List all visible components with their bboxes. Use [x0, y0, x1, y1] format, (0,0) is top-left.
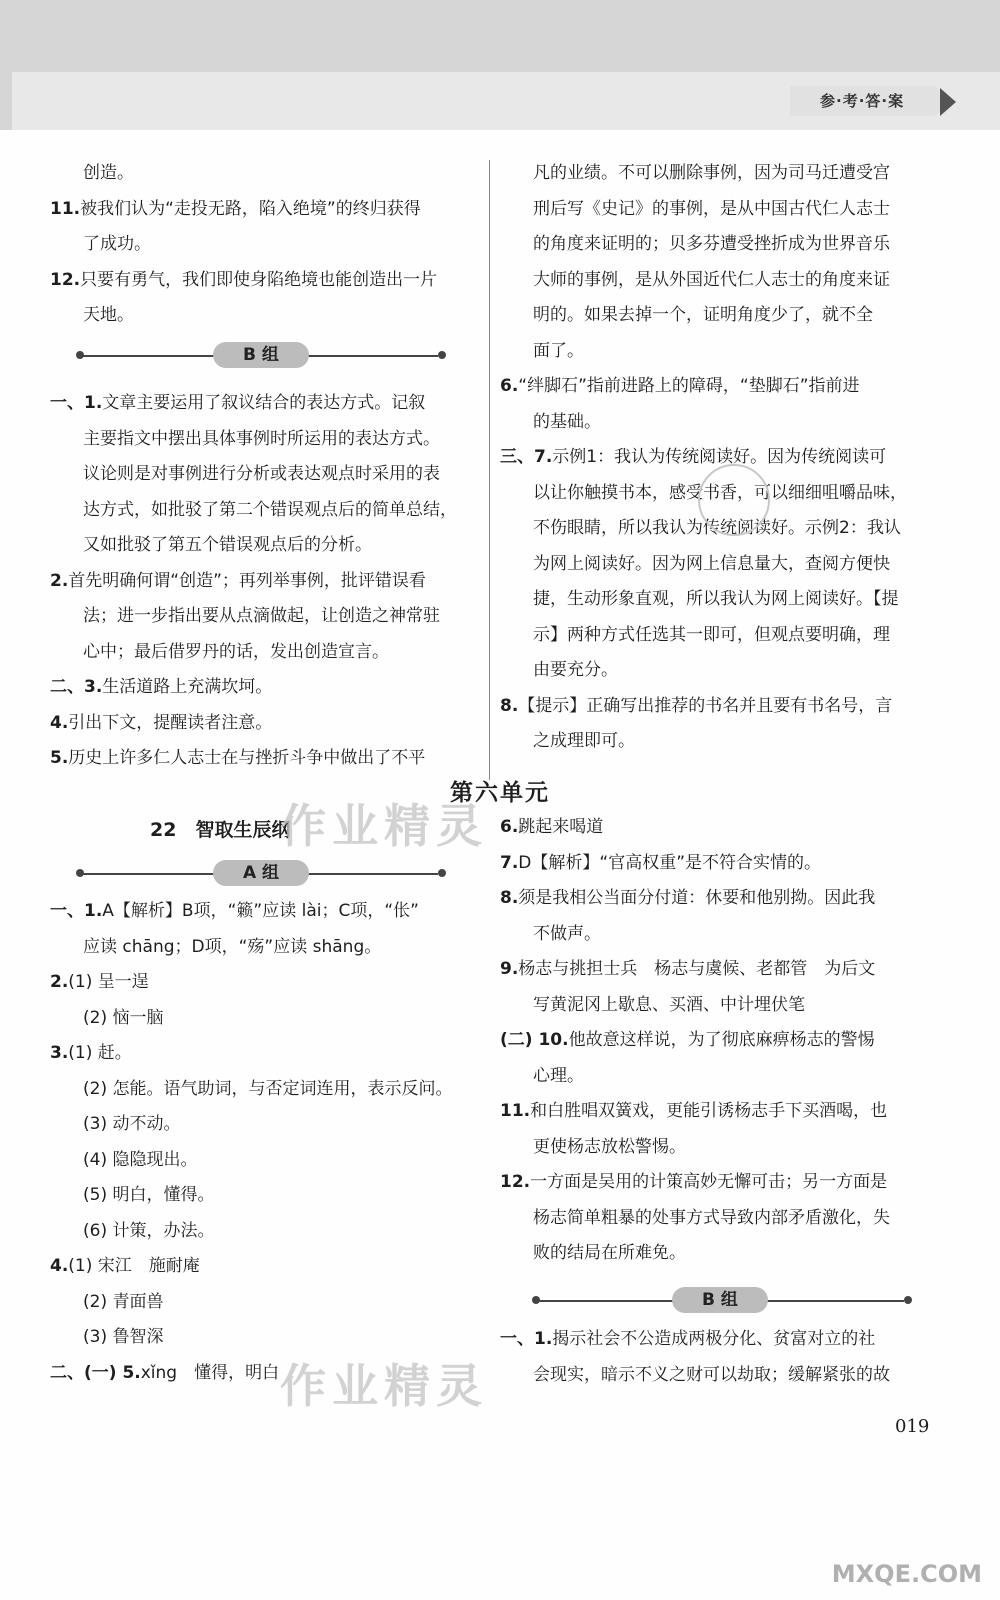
answer-text: 【提示】正确写出推荐的书名并且要有书名号，言 — [518, 695, 893, 716]
answer-line — [50, 1107, 480, 1143]
section-tag-label: 参·考·答·案 — [820, 92, 905, 110]
answer-number: 2. — [50, 570, 69, 591]
answer-text: 之成理即可。 — [533, 731, 635, 751]
answer-text: 捷，生动形象直观，所以我认为网上阅读好。【提 — [533, 589, 899, 609]
answer-line — [500, 334, 930, 370]
answer-line — [500, 1236, 930, 1272]
answer-text: “绊脚石”指前进路上的障碍，“垫脚石”指前进 — [518, 376, 860, 396]
group-b-divider — [76, 342, 446, 370]
answer-line — [50, 965, 480, 1001]
answer-text: 心中；最后借罗丹的话，发出创造宣言。 — [83, 641, 389, 662]
answer-text: 杨志与挑担士兵 杨志与虞候、老都管 为后文 — [518, 959, 876, 979]
answer-line — [50, 670, 480, 706]
answer-line — [500, 810, 930, 846]
answer-line — [500, 1094, 930, 1130]
watermark-logo — [832, 1560, 982, 1588]
answer-line — [50, 1001, 480, 1037]
answer-number: 一、1. — [500, 1329, 553, 1349]
answer-line — [500, 263, 930, 299]
answer-text: (1) 宋江 施耐庵 — [68, 1256, 200, 1276]
answer-number: 7. — [500, 852, 519, 873]
answer-line — [50, 263, 480, 299]
answer-line — [50, 422, 480, 458]
answer-text: 跳起来喝道 — [518, 817, 604, 837]
answer-line — [50, 706, 480, 742]
watermark: 作业精灵 — [280, 1359, 488, 1413]
answer-text: (6) 计策，办法。 — [83, 1220, 215, 1241]
answer-text: 面了。 — [533, 340, 584, 361]
watermark-stamp — [698, 464, 770, 536]
answer-text: 由要充分。 — [533, 660, 618, 680]
answer-text: 生活道路上充满坎坷。 — [102, 677, 273, 697]
answer-text: 败的结局在所难免。 — [533, 1243, 686, 1263]
left-top-column — [50, 156, 480, 334]
answer-number: 2. — [50, 972, 69, 992]
answer-line — [50, 457, 480, 493]
answer-number: 5. — [50, 748, 69, 768]
answer-line — [50, 1249, 480, 1285]
answer-text: 更使杨志放松警惕。 — [533, 1136, 686, 1157]
answer-number: 三、7. — [500, 447, 553, 467]
right-top-column — [500, 156, 930, 760]
answer-line — [50, 599, 480, 635]
group-a-divider — [76, 860, 446, 888]
answer-line — [500, 156, 930, 192]
answer-line — [50, 1036, 480, 1072]
left-bottom-column — [50, 894, 480, 1391]
answer-line — [500, 1322, 930, 1358]
answer-text: 为网上阅读好。因为网上信息量大，查阅方便快 — [533, 553, 890, 574]
chevron-right-icon — [940, 88, 956, 116]
answer-text: 只要有勇气，我们即使身陷绝境也能创造出一片 — [80, 269, 438, 290]
answer-line — [500, 881, 930, 917]
lesson-title: 22 智取生辰纲 — [150, 819, 291, 841]
answer-number: 9. — [500, 959, 519, 979]
answer-line — [50, 930, 480, 966]
group-b2-divider — [532, 1287, 912, 1315]
unit-title: 第六单元 — [450, 780, 550, 806]
answer-text: 天地。 — [83, 305, 134, 325]
answer-line — [500, 369, 930, 405]
answer-text: 示例1：我认为传统阅读好。因为传统阅读可 — [552, 447, 887, 467]
answer-number: 4. — [50, 712, 69, 733]
answer-text: 刑后写《史记》的事例，是从中国古代仁人志士 — [533, 198, 890, 219]
answer-text: (3) 动不动。 — [83, 1114, 181, 1134]
answer-number: 一、1. — [50, 901, 103, 921]
answer-number: 3. — [50, 1043, 69, 1063]
answer-text: 了成功。 — [83, 234, 151, 254]
answer-number: (二) 10. — [500, 1030, 569, 1050]
answer-line — [50, 1178, 480, 1214]
answer-text: 应读 chāng；D项，“殇”应读 shāng。 — [83, 936, 382, 957]
answer-text: (1) 赶。 — [68, 1043, 132, 1063]
answer-line — [50, 564, 480, 600]
answer-line — [500, 1358, 930, 1394]
answer-line — [50, 1285, 480, 1321]
answer-line — [500, 1023, 930, 1059]
answer-line — [50, 1214, 480, 1250]
answer-line — [500, 917, 930, 953]
answer-number: 8. — [500, 695, 519, 716]
answer-text: 不伤眼睛，所以我认为传统阅读好。示例2：我认 — [533, 518, 901, 538]
answer-line — [500, 988, 930, 1024]
answer-number: 8. — [500, 888, 519, 908]
answer-text: 大师的事例，是从外国近代仁人志士的角度来证 — [533, 269, 890, 290]
answer-number: 二、3. — [50, 677, 103, 697]
answer-text: 须是我相公当面分付道：休要和他别拗。因此我 — [518, 888, 876, 908]
answer-line — [50, 1143, 480, 1179]
answer-line — [500, 298, 930, 334]
answer-line — [500, 1059, 930, 1095]
answer-number: 11. — [50, 198, 81, 219]
watermark: 作业精灵 — [280, 799, 488, 853]
page-number: 019 — [895, 1416, 930, 1437]
answer-text: 主要指文中摆出具体事例时所运用的表达方式。 — [83, 428, 440, 449]
answer-line — [50, 741, 480, 777]
answer-text: 的基础。 — [533, 411, 601, 432]
answer-line — [500, 846, 930, 882]
answer-line — [500, 1165, 930, 1201]
group-b-label: B 组 — [213, 342, 309, 368]
answer-text: 历史上许多仁人志士在与挫折斗争中做出了不平 — [68, 748, 426, 768]
answer-line — [50, 156, 480, 192]
group-a-label: A 组 — [213, 860, 309, 886]
answer-text: 法；进一步指出要从点滴做起，让创造之神常驻 — [83, 606, 440, 626]
left-b-column — [50, 386, 480, 777]
answer-text: A【解析】B项，“籁”应读 lài；C项，“伥” — [102, 901, 419, 921]
answer-line — [50, 227, 480, 263]
answer-number: 11. — [500, 1101, 531, 1121]
answer-text: 明的。如果去掉一个，证明角度少了，就不全 — [533, 305, 873, 325]
answer-text: (2) 怎能。语气助词，与否定词连用，表示反问。 — [83, 1078, 453, 1099]
answer-line — [500, 1201, 930, 1237]
answer-text: (2) 恼一脑 — [83, 1007, 164, 1028]
answer-text: (4) 隐隐现出。 — [83, 1149, 198, 1170]
answer-text: 一方面是吴用的计策高妙无懈可击；另一方面是 — [530, 1172, 888, 1192]
answer-text: 创造。 — [83, 163, 134, 183]
answer-line — [500, 192, 930, 228]
answer-text: 心理。 — [533, 1065, 584, 1086]
answer-line — [50, 192, 480, 228]
answer-text: 不做声。 — [533, 923, 601, 944]
column-divider — [489, 160, 490, 780]
answer-number: 12. — [50, 269, 81, 290]
answer-text: 达方式，如批驳了第二个错误观点后的简单总结， — [83, 499, 457, 520]
answer-line — [500, 1130, 930, 1166]
answer-line — [500, 618, 930, 654]
answer-text: 会现实，暗示不义之财可以劫取；缓解紧张的故 — [533, 1364, 890, 1385]
answer-line — [50, 894, 480, 930]
answer-text: 又如批驳了第五个错误观点后的分析。 — [83, 535, 372, 555]
answer-number: 6. — [500, 817, 519, 837]
answer-number: 一、1. — [50, 393, 103, 413]
answer-text: 引出下文，提醒读者注意。 — [68, 712, 273, 733]
section-tag — [790, 86, 940, 116]
answer-text: 凡的业绩。不可以删除事例，因为司马迁遭受宫 — [533, 163, 890, 183]
answer-line — [50, 528, 480, 564]
answer-text: (5) 明白，懂得。 — [83, 1185, 215, 1205]
answer-text: 被我们认为“走投无路，陷入绝境”的终归获得 — [80, 198, 421, 219]
answer-text: (3) 鲁智深 — [83, 1327, 164, 1347]
answer-text: 示】两种方式任选其一即可，但观点要明确，理 — [533, 624, 890, 645]
group-b2-label: B 组 — [672, 1287, 768, 1313]
answer-number: 二、(一) 5. — [50, 1362, 141, 1383]
answer-line — [50, 386, 480, 422]
answer-line — [500, 227, 930, 263]
right-bottom-column — [500, 810, 930, 1272]
answer-text: 议论则是对事例进行分析或表达观点时采用的表 — [83, 464, 440, 484]
answer-text: D【解析】“官高权重”是不符合实情的。 — [518, 852, 822, 873]
answer-text: 以让你触摸书本，感受书香，可以细细咀嚼品味， — [533, 482, 907, 503]
answer-text: (2) 青面兽 — [83, 1291, 164, 1312]
answer-number: 4. — [50, 1256, 69, 1276]
answer-text: 写黄泥冈上歇息、买酒、中计埋伏笔 — [533, 994, 805, 1015]
answer-text: 揭示社会不公造成两极分化、贫富对立的社 — [552, 1329, 876, 1349]
answer-line — [50, 635, 480, 671]
answer-line — [500, 582, 930, 618]
answer-text: 和白胜唱双簧戏，更能引诱杨志手下买酒喝，也 — [530, 1101, 888, 1121]
answer-text: 他故意这样说，为了彻底麻痹杨志的警惕 — [568, 1030, 875, 1050]
answer-text: 的角度来证明的；贝多芬遭受挫折成为世界音乐 — [533, 234, 890, 254]
answer-line — [500, 724, 930, 760]
answer-text: (1) 呈一逞 — [68, 972, 149, 992]
answer-line — [500, 547, 930, 583]
answer-text: 文章主要运用了叙议结合的表达方式。记叙 — [102, 393, 426, 413]
answer-text: 杨志简单粗暴的处事方式导致内部矛盾激化，失 — [533, 1207, 890, 1228]
answer-line — [50, 298, 480, 334]
answer-line — [50, 493, 480, 529]
answer-text: 首先明确何谓“创造”；再列举事例，批评错误看 — [68, 570, 426, 591]
answer-number: 6. — [500, 376, 519, 396]
answer-line — [50, 1072, 480, 1108]
answer-number: 12. — [500, 1172, 531, 1192]
watermark-logo-text: MXQE.COM — [831, 1560, 982, 1588]
answer-line — [500, 952, 930, 988]
answer-line — [500, 405, 930, 441]
right-b-column — [500, 1322, 930, 1393]
answer-line — [500, 653, 930, 689]
answer-text: xǐng 懂得，明白 — [140, 1362, 280, 1383]
answer-line — [500, 689, 930, 725]
